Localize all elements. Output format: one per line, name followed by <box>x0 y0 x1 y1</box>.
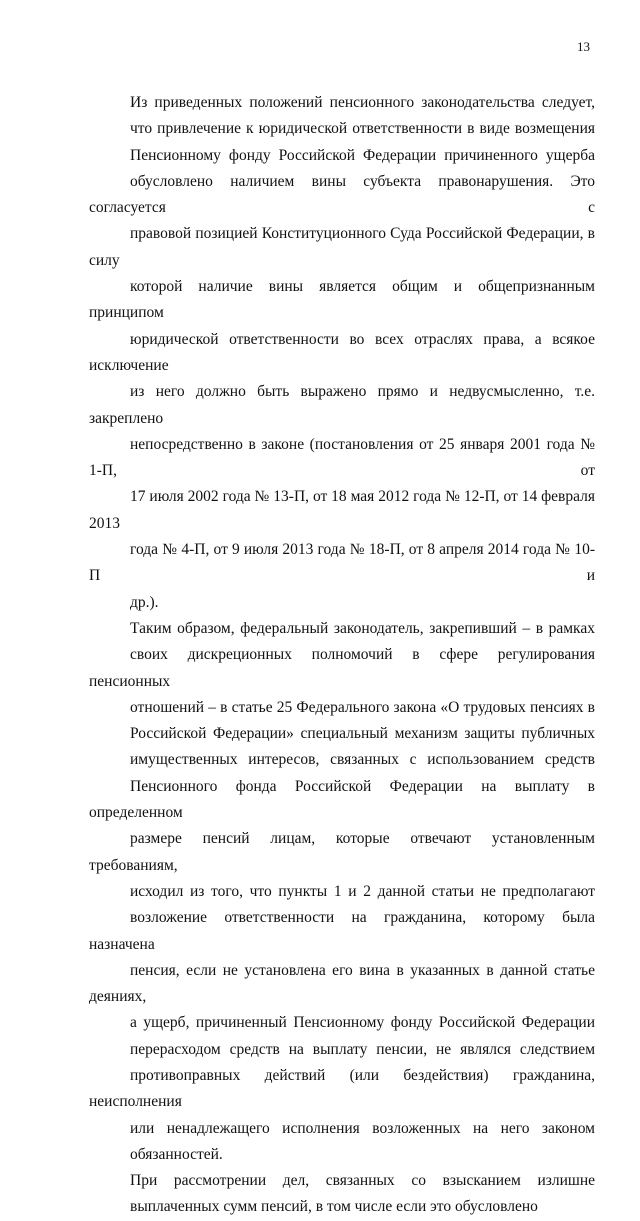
text-line: из него должно быть выражено прямо и недвусмысленно, т.е. закреплено <box>89 383 595 427</box>
text-line: пенсия, если не установлена его вина в указанных в данной статье деяниях, <box>89 961 595 1006</box>
text-line: 17 июля 2002 года № 13-П, от 18 мая 2012 года № 12-П, от 14 февраля 2013 <box>89 488 595 532</box>
text-line: обязанностей. <box>130 1145 223 1163</box>
text-line: выплаченных сумм пенсий, в том числе если это обусловлено <box>130 1198 538 1216</box>
text-line: или ненадлежащего исполнения возложенных на него законом <box>130 1119 595 1137</box>
text-line: размере пенсий лицам, которые отвечают установленным требованиям, <box>89 830 595 874</box>
document-body <box>89 90 595 1221</box>
text-line: исходил из того, что пункты 1 и 2 данной статьи не предполагают <box>130 882 595 900</box>
text-line: отношений – в статье 25 Федерального закона «О трудовых пенсиях в <box>130 698 595 716</box>
paragraph <box>89 616 595 1168</box>
text-line: своих дискреционных полномочий в сфере регулирования пенсионных <box>89 646 595 690</box>
text-line: Пенсионному фонду Российской Федерации причиненного ущерба <box>130 146 595 164</box>
text-line: возложение ответственности на гражданина, которому была назначена <box>89 909 595 953</box>
text-line: Российской Федерации» специальный механизм защиты публичных <box>130 725 595 743</box>
text-line: обусловлено наличием вины субъекта правонарушения. Это согласуется с <box>89 172 595 217</box>
text-line: года № 4-П, от 9 июля 2013 года № 18-П, от 8 апреля 2014 года № 10-П и <box>89 541 595 585</box>
text-line: др.). <box>130 593 159 611</box>
text-line: имущественных интересов, связанных с использованием средств <box>130 751 595 769</box>
page-number: 13 <box>577 39 590 54</box>
text-line: непосредственно в законе (постановления от 25 января 2001 года № 1-П, от <box>89 435 595 480</box>
text-line: противоправных действий (или бездействия) гражданина, неисполнения <box>89 1066 595 1111</box>
text-line: которой наличие вины является общим и общепризнанным принципом <box>89 278 595 322</box>
text-line: что привлечение к юридической ответственности в виде возмещения <box>130 120 595 138</box>
paragraph <box>89 90 595 616</box>
text-line: Таким образом, федеральный законодатель, закрепивший – в рамках <box>130 619 595 637</box>
text-line: юридической ответственности во всех отраслях права, а всякое исключение <box>89 330 595 374</box>
text-line: При рассмотрении дел, связанных со взысканием излишне <box>130 1172 595 1190</box>
text-line: правовой позицией Конституционного Суда Российской Федерации, в силу <box>89 225 595 269</box>
text-line: перерасходом средств на выплату пенсии, не являлся следствием <box>130 1040 595 1058</box>
text-line: а ущерб, причиненный Пенсионному фонду Российской Федерации <box>130 1014 595 1032</box>
text-line: Пенсионного фонда Российской Федерации на выплату в определенном <box>89 777 595 822</box>
paragraph <box>89 1168 595 1221</box>
text-line: Из приведенных положений пенсионного законодательства следует, <box>130 94 595 111</box>
